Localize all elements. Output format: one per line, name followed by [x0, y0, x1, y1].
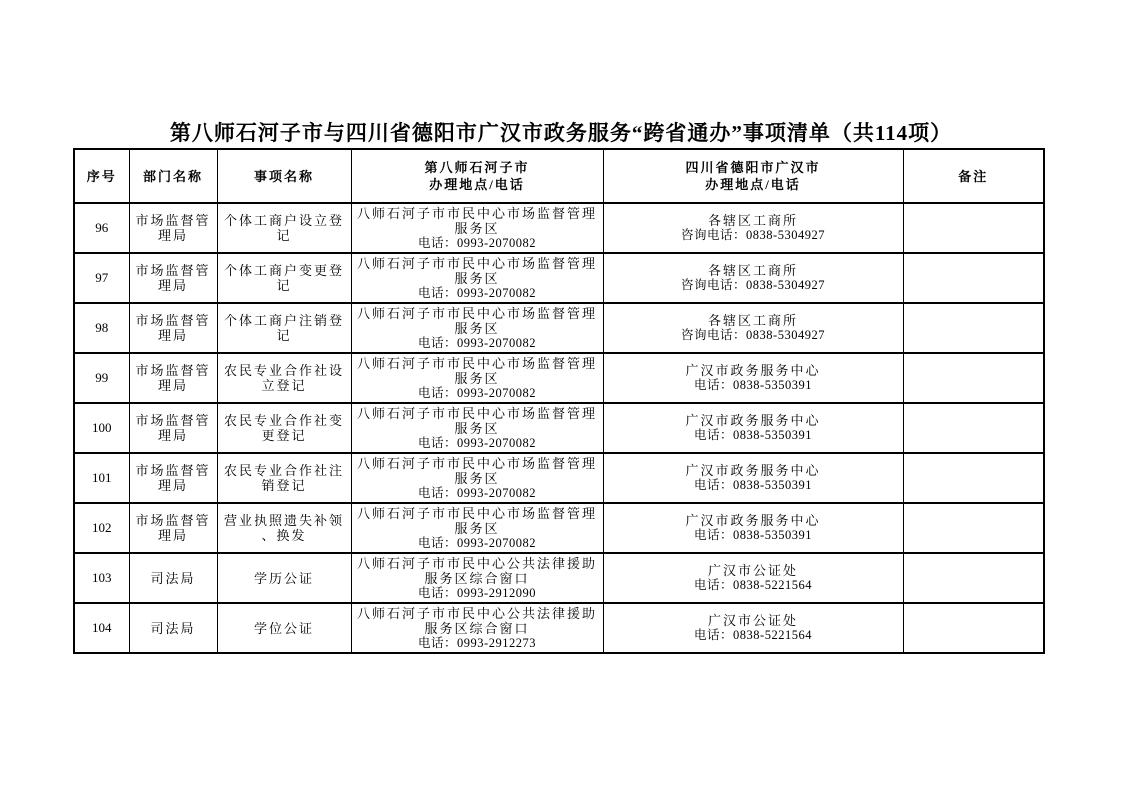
cell-shihezi-contact	[351, 603, 603, 653]
shihezi-location: 八师石河子市市民中心市场监督管理服务区	[356, 355, 597, 386]
cell-remark	[903, 503, 1044, 553]
table-row	[74, 303, 1044, 353]
cell-department	[129, 353, 217, 403]
header-index: 序号	[74, 149, 129, 203]
cell-shihezi-contact	[351, 503, 603, 553]
cell-index: 97	[74, 253, 129, 303]
header-shihezi-line2: 办理地点/电话	[429, 177, 525, 192]
item-name: 农民专业合作社变更登记	[223, 413, 344, 443]
item-name: 个体工商户变更登记	[223, 263, 344, 293]
shihezi-phone: 电话：0993-2070082	[418, 535, 536, 550]
shihezi-phone: 电话：0993-2070082	[418, 235, 536, 250]
guanghan-phone: 电话：0838-5350391	[694, 378, 812, 392]
item-name: 学历公证	[253, 570, 314, 586]
cell-guanghan-contact	[603, 253, 903, 303]
table-row	[74, 453, 1044, 503]
cell-index: 101	[74, 453, 129, 503]
header-shihezi-line1: 第八师石河子市	[424, 160, 530, 175]
department-name: 市场监督管理局	[135, 313, 211, 343]
shihezi-location: 八师石河子市市民中心市场监督管理服务区	[356, 405, 597, 436]
guanghan-location: 广汉市政务服务中心	[685, 363, 821, 378]
cell-item-name	[217, 553, 351, 603]
header-shihezi-contact	[351, 149, 603, 203]
guanghan-location: 广汉市政务服务中心	[685, 513, 821, 528]
department-name: 市场监督管理局	[135, 213, 211, 243]
cell-remark	[903, 453, 1044, 503]
cell-item-name	[217, 503, 351, 553]
guanghan-phone: 电话：0838-5350391	[694, 478, 812, 492]
header-guanghan-line2: 办理地点/电话	[705, 177, 801, 192]
item-name: 农民专业合作社设立登记	[223, 363, 344, 393]
cell-item-name	[217, 603, 351, 653]
department-name: 市场监督管理局	[135, 413, 211, 443]
guanghan-phone: 咨询电话：0838-5304927	[681, 228, 825, 242]
department-name: 司法局	[150, 570, 196, 586]
shihezi-location: 八师石河子市市民中心市场监督管理服务区	[356, 505, 597, 536]
shihezi-phone: 电话：0993-2070082	[418, 485, 536, 500]
guanghan-phone: 咨询电话：0838-5304927	[681, 278, 825, 292]
shihezi-phone: 电话：0993-2912273	[418, 635, 536, 650]
cell-guanghan-contact	[603, 453, 903, 503]
cell-department	[129, 453, 217, 503]
guanghan-location: 广汉市公证处	[707, 613, 798, 628]
department-name: 市场监督管理局	[135, 263, 211, 293]
table-row	[74, 553, 1044, 603]
guanghan-phone: 电话：0838-5221564	[694, 628, 812, 642]
cell-guanghan-contact	[603, 403, 903, 453]
header-remark: 备注	[903, 149, 1044, 203]
header-department: 部门名称	[129, 149, 217, 203]
cell-guanghan-contact	[603, 603, 903, 653]
table-row	[74, 603, 1044, 653]
cell-guanghan-contact	[603, 553, 903, 603]
header-item-name: 事项名称	[217, 149, 351, 203]
cell-remark	[903, 553, 1044, 603]
cell-department	[129, 603, 217, 653]
cell-shihezi-contact	[351, 303, 603, 353]
item-name: 农民专业合作社注销登记	[223, 463, 344, 493]
guanghan-location: 各辖区工商所	[707, 213, 798, 228]
cell-index: 100	[74, 403, 129, 453]
guanghan-phone: 电话：0838-5350391	[694, 528, 812, 542]
cell-shihezi-contact	[351, 353, 603, 403]
cell-index: 96	[74, 203, 129, 253]
cell-item-name	[217, 403, 351, 453]
guanghan-location: 广汉市政务服务中心	[685, 413, 821, 428]
shihezi-location: 八师石河子市市民中心市场监督管理服务区	[356, 305, 597, 336]
item-name: 个体工商户设立登记	[223, 213, 344, 243]
guanghan-location: 广汉市公证处	[707, 563, 798, 578]
cell-index: 98	[74, 303, 129, 353]
cell-guanghan-contact	[603, 503, 903, 553]
shihezi-phone: 电话：0993-2070082	[418, 335, 536, 350]
cell-department	[129, 503, 217, 553]
cell-remark	[903, 353, 1044, 403]
cell-item-name	[217, 453, 351, 503]
shihezi-location: 八师石河子市市民中心市场监督管理服务区	[356, 255, 597, 286]
table-row	[74, 253, 1044, 303]
cell-guanghan-contact	[603, 353, 903, 403]
cell-department	[129, 203, 217, 253]
header-guanghan-contact	[603, 149, 903, 203]
cell-index: 99	[74, 353, 129, 403]
item-name: 学位公证	[253, 620, 314, 636]
shihezi-phone: 电话：0993-2070082	[418, 435, 536, 450]
shihezi-phone: 电话：0993-2070082	[418, 285, 536, 300]
guanghan-location: 广汉市政务服务中心	[685, 463, 821, 478]
cell-index: 104	[74, 603, 129, 653]
cell-remark	[903, 253, 1044, 303]
header-guanghan-line1: 四川省德阳市广汉市	[685, 160, 821, 175]
service-items-table	[73, 148, 1045, 654]
cell-item-name	[217, 303, 351, 353]
cell-department	[129, 303, 217, 353]
department-name: 市场监督管理局	[135, 463, 211, 493]
cell-index: 102	[74, 503, 129, 553]
table-row	[74, 203, 1044, 253]
shihezi-location: 八师石河子市市民中心市场监督管理服务区	[356, 205, 597, 236]
cell-item-name	[217, 253, 351, 303]
guanghan-phone: 电话：0838-5221564	[694, 578, 812, 592]
shihezi-location: 八师石河子市市民中心公共法律援助服务区综合窗口	[356, 555, 597, 586]
department-name: 司法局	[150, 620, 196, 636]
shihezi-location: 八师石河子市市民中心公共法律援助服务区综合窗口	[356, 605, 597, 636]
cell-remark	[903, 403, 1044, 453]
cell-shihezi-contact	[351, 403, 603, 453]
cell-guanghan-contact	[603, 203, 903, 253]
cell-shihezi-contact	[351, 553, 603, 603]
table-row	[74, 403, 1044, 453]
guanghan-location: 各辖区工商所	[707, 313, 798, 328]
cell-shihezi-contact	[351, 203, 603, 253]
guanghan-phone: 电话：0838-5350391	[694, 428, 812, 442]
table-row	[74, 503, 1044, 553]
cell-remark	[903, 203, 1044, 253]
item-name: 营业执照遗失补领、换发	[223, 513, 344, 543]
cell-remark	[903, 303, 1044, 353]
cell-department	[129, 253, 217, 303]
department-name: 市场监督管理局	[135, 363, 211, 393]
guanghan-location: 各辖区工商所	[707, 263, 798, 278]
shihezi-phone: 电话：0993-2912090	[418, 585, 536, 600]
shihezi-location: 八师石河子市市民中心市场监督管理服务区	[356, 455, 597, 486]
cell-index: 103	[74, 553, 129, 603]
cell-guanghan-contact	[603, 303, 903, 353]
guanghan-phone: 咨询电话：0838-5304927	[681, 328, 825, 342]
department-name: 市场监督管理局	[135, 513, 211, 543]
cell-shihezi-contact	[351, 453, 603, 503]
page-title: 第八师石河子市与四川省德阳市广汉市政务服务“跨省通办”事项清单（共114项）	[169, 121, 953, 146]
item-name: 个体工商户注销登记	[223, 313, 344, 343]
cell-item-name	[217, 353, 351, 403]
table-header-row	[74, 149, 1044, 203]
cell-department	[129, 403, 217, 453]
cell-remark	[903, 603, 1044, 653]
shihezi-phone: 电话：0993-2070082	[418, 385, 536, 400]
cell-department	[129, 553, 217, 603]
table-row	[74, 353, 1044, 403]
cell-shihezi-contact	[351, 253, 603, 303]
cell-item-name	[217, 203, 351, 253]
